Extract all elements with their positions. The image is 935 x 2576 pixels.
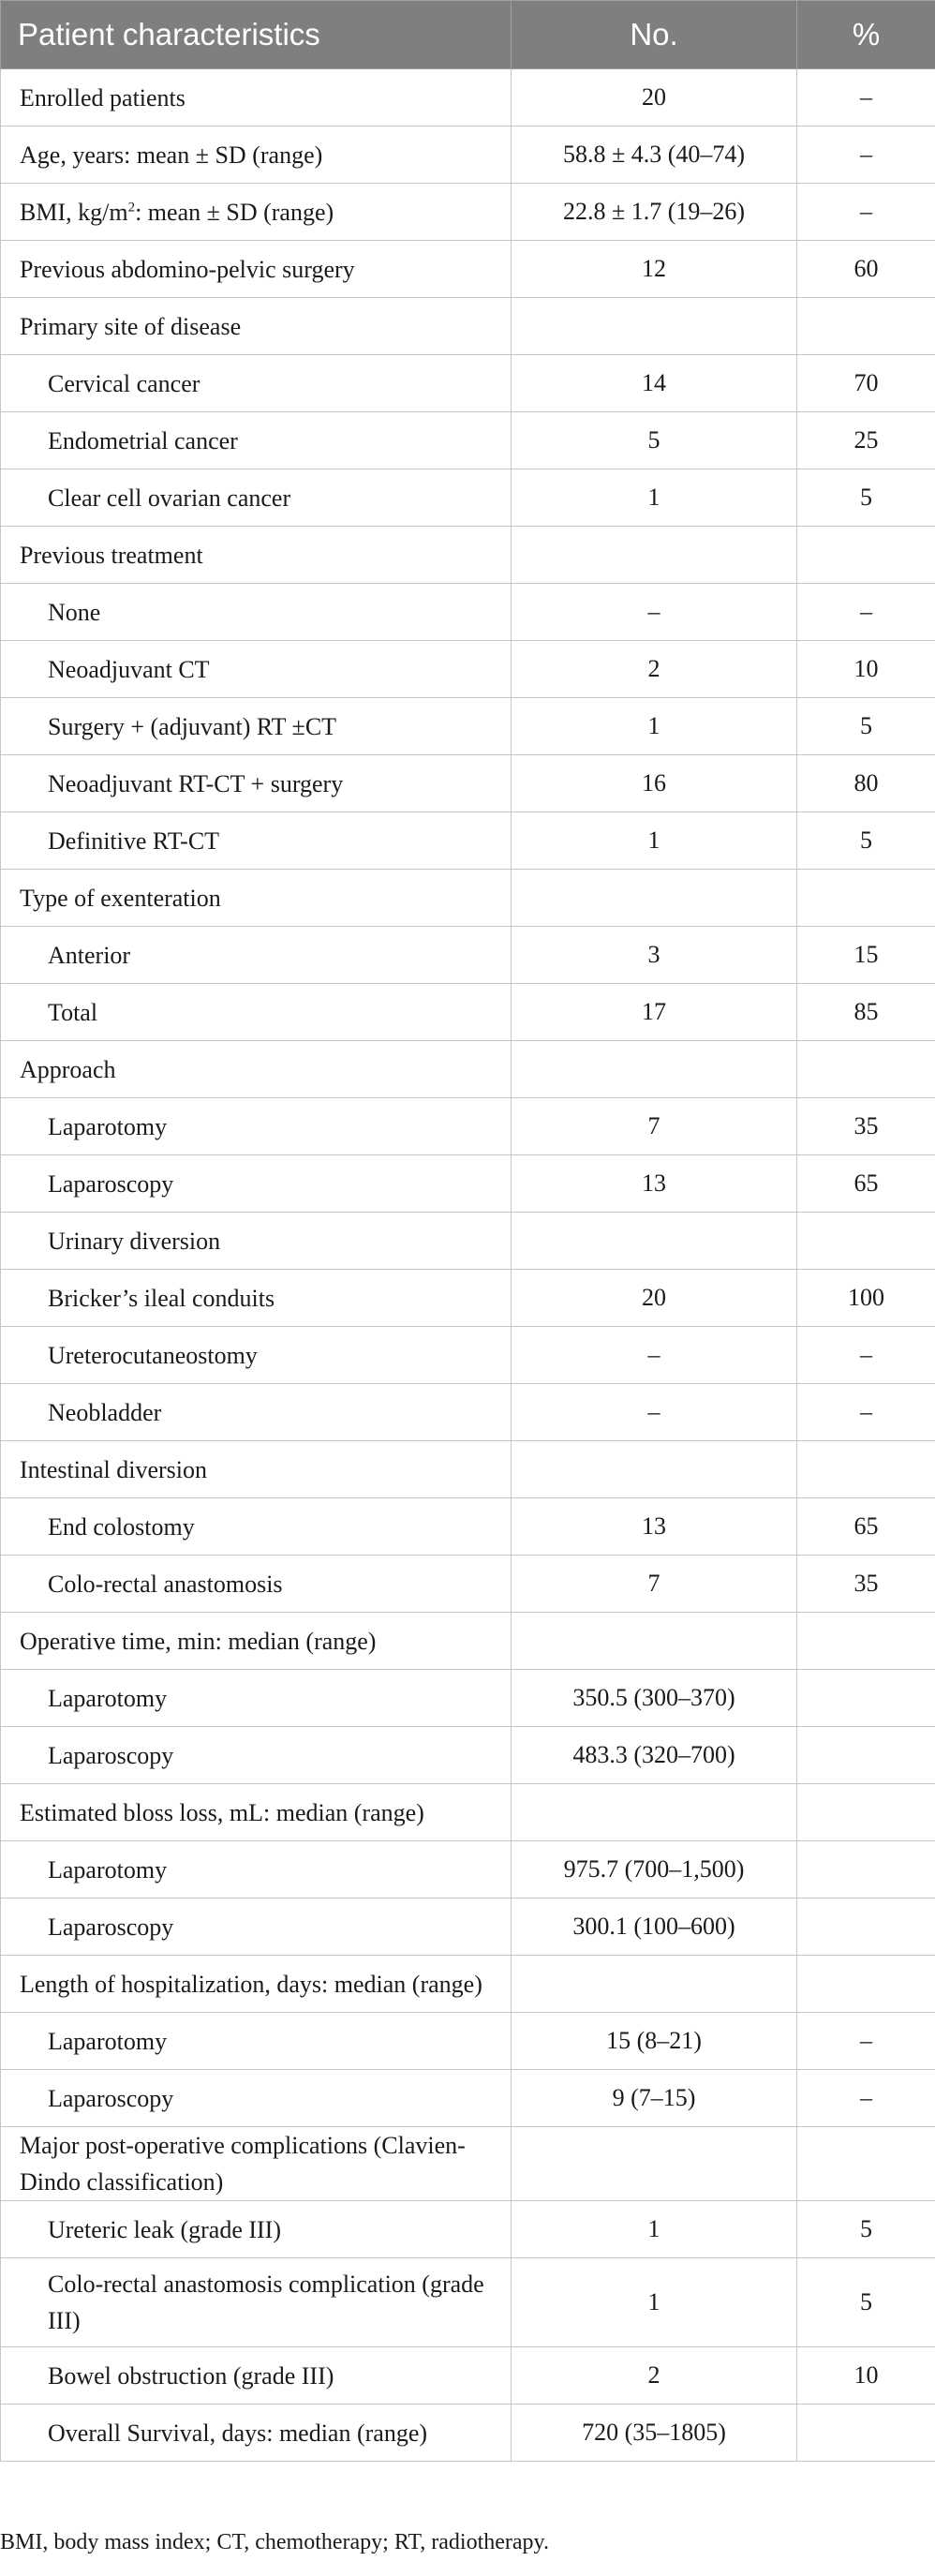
row-number: 1 bbox=[512, 2258, 797, 2347]
table-row bbox=[1, 1727, 935, 1784]
row-number: 13 bbox=[512, 1155, 797, 1213]
row-percent: 10 bbox=[797, 641, 935, 698]
row-number: 13 bbox=[512, 1498, 797, 1556]
row-number: 975.7 (700–1,500) bbox=[512, 1841, 797, 1898]
row-number bbox=[512, 1041, 797, 1098]
table-row bbox=[1, 1327, 935, 1384]
row-label: Length of hospitalization, days: median (range) bbox=[1, 1956, 512, 2013]
table-row bbox=[1, 412, 935, 469]
row-percent bbox=[797, 1670, 935, 1727]
row-percent: 5 bbox=[797, 469, 935, 527]
row-percent: – bbox=[797, 1327, 935, 1384]
row-number: – bbox=[512, 1384, 797, 1441]
table-row bbox=[1, 1270, 935, 1327]
row-label: Overall Survival, days: median (range) bbox=[1, 2405, 512, 2462]
table-row bbox=[1, 2258, 935, 2347]
row-label: Total bbox=[1, 984, 512, 1041]
row-number: 16 bbox=[512, 755, 797, 812]
row-number bbox=[512, 298, 797, 355]
row-label: Primary site of disease bbox=[1, 298, 512, 355]
row-percent bbox=[797, 2405, 935, 2462]
row-number: – bbox=[512, 1327, 797, 1384]
row-percent: 25 bbox=[797, 412, 935, 469]
row-label: Bowel obstruction (grade III) bbox=[1, 2347, 512, 2405]
row-number: 12 bbox=[512, 241, 797, 298]
table-row bbox=[1, 2347, 935, 2405]
table-row bbox=[1, 184, 935, 241]
table-row bbox=[1, 69, 935, 127]
row-number: 2 bbox=[512, 641, 797, 698]
row-label: Urinary diversion bbox=[1, 1213, 512, 1270]
table-body bbox=[1, 69, 935, 2462]
row-percent: 15 bbox=[797, 927, 935, 984]
row-label: Previous treatment bbox=[1, 527, 512, 584]
row-label: Neobladder bbox=[1, 1384, 512, 1441]
row-percent: 65 bbox=[797, 1498, 935, 1556]
row-number bbox=[512, 870, 797, 927]
table-row bbox=[1, 755, 935, 812]
row-number: 22.8 ± 1.7 (19–26) bbox=[512, 184, 797, 241]
table-row bbox=[1, 1384, 935, 1441]
row-percent: – bbox=[797, 2070, 935, 2127]
row-number: 58.8 ± 4.3 (40–74) bbox=[512, 127, 797, 184]
row-label: Bricker’s ileal conduits bbox=[1, 1270, 512, 1327]
table-row bbox=[1, 1613, 935, 1670]
row-percent bbox=[797, 1441, 935, 1498]
table-row bbox=[1, 698, 935, 755]
table-row bbox=[1, 1784, 935, 1841]
table-row bbox=[1, 127, 935, 184]
row-label: Major post-operative complications (Clavien-Dindo classification) bbox=[1, 2127, 512, 2201]
row-label: Ureteric leak (grade III) bbox=[1, 2201, 512, 2258]
row-number: 9 (7–15) bbox=[512, 2070, 797, 2127]
row-percent: 5 bbox=[797, 2201, 935, 2258]
row-label: Laparoscopy bbox=[1, 2070, 512, 2127]
row-percent bbox=[797, 1956, 935, 2013]
table-row bbox=[1, 1098, 935, 1155]
table-row bbox=[1, 1441, 935, 1498]
row-percent: 60 bbox=[797, 241, 935, 298]
row-label: Laparotomy bbox=[1, 1841, 512, 1898]
table-row bbox=[1, 927, 935, 984]
row-label: Type of exenteration bbox=[1, 870, 512, 927]
table-row bbox=[1, 1841, 935, 1898]
row-percent: – bbox=[797, 2013, 935, 2070]
row-label: BMI, $kg/m^2$: mean ± SD (range) bbox=[1, 184, 512, 241]
row-percent: 5 bbox=[797, 812, 935, 870]
row-label: Colo-rectal anastomosis complication (grade III) bbox=[1, 2258, 512, 2347]
row-number: 7 bbox=[512, 1556, 797, 1613]
row-number: 2 bbox=[512, 2347, 797, 2405]
row-label: Laparoscopy bbox=[1, 1727, 512, 1784]
row-number: 483.3 (320–700) bbox=[512, 1727, 797, 1784]
row-number: 1 bbox=[512, 2201, 797, 2258]
row-number bbox=[512, 1213, 797, 1270]
row-percent bbox=[797, 1041, 935, 1098]
row-label: Approach bbox=[1, 1041, 512, 1098]
table-row bbox=[1, 1956, 935, 2013]
row-label: Clear cell ovarian cancer bbox=[1, 469, 512, 527]
row-label: Previous abdomino-pelvic surgery bbox=[1, 241, 512, 298]
row-number: 5 bbox=[512, 412, 797, 469]
row-number: 1 bbox=[512, 698, 797, 755]
row-percent: – bbox=[797, 584, 935, 641]
table-row bbox=[1, 2013, 935, 2070]
row-percent bbox=[797, 1213, 935, 1270]
table-row bbox=[1, 355, 935, 412]
row-percent bbox=[797, 1841, 935, 1898]
row-number bbox=[512, 1956, 797, 2013]
row-number: 20 bbox=[512, 1270, 797, 1327]
row-label: Intestinal diversion bbox=[1, 1441, 512, 1498]
row-label: None bbox=[1, 584, 512, 641]
row-label: Colo-rectal anastomosis bbox=[1, 1556, 512, 1613]
row-percent bbox=[797, 2127, 935, 2201]
row-percent: 65 bbox=[797, 1155, 935, 1213]
row-number: 3 bbox=[512, 927, 797, 984]
row-number: 1 bbox=[512, 469, 797, 527]
table-row bbox=[1, 241, 935, 298]
row-label: Cervical cancer bbox=[1, 355, 512, 412]
row-number bbox=[512, 527, 797, 584]
table-row bbox=[1, 2201, 935, 2258]
table-row bbox=[1, 1213, 935, 1270]
table-row bbox=[1, 1556, 935, 1613]
row-label: Laparoscopy bbox=[1, 1898, 512, 1956]
row-label: Laparoscopy bbox=[1, 1155, 512, 1213]
row-number: 20 bbox=[512, 69, 797, 127]
row-label: End colostomy bbox=[1, 1498, 512, 1556]
row-percent bbox=[797, 1784, 935, 1841]
row-label: Estimated bloss loss, mL: median (range) bbox=[1, 1784, 512, 1841]
row-label: Laparotomy bbox=[1, 1670, 512, 1727]
row-number: – bbox=[512, 584, 797, 641]
row-label: Age, years: mean ± SD (range) bbox=[1, 127, 512, 184]
row-percent: 5 bbox=[797, 698, 935, 755]
row-percent bbox=[797, 1613, 935, 1670]
table-row bbox=[1, 1670, 935, 1727]
table-row bbox=[1, 870, 935, 927]
row-label: Laparotomy bbox=[1, 1098, 512, 1155]
row-percent: 10 bbox=[797, 2347, 935, 2405]
table-row bbox=[1, 1498, 935, 1556]
row-number: 300.1 (100–600) bbox=[512, 1898, 797, 1956]
table-row bbox=[1, 469, 935, 527]
table-header-row bbox=[1, 1, 935, 69]
row-number: 15 (8–21) bbox=[512, 2013, 797, 2070]
table-row bbox=[1, 984, 935, 1041]
header-characteristics: Patient characteristics bbox=[1, 1, 512, 69]
row-percent bbox=[797, 298, 935, 355]
row-percent: 70 bbox=[797, 355, 935, 412]
table-row bbox=[1, 584, 935, 641]
row-percent: 35 bbox=[797, 1556, 935, 1613]
row-label: Endometrial cancer bbox=[1, 412, 512, 469]
row-percent: 100 bbox=[797, 1270, 935, 1327]
row-number bbox=[512, 1441, 797, 1498]
row-number bbox=[512, 2127, 797, 2201]
row-percent bbox=[797, 1898, 935, 1956]
row-label: Neoadjuvant RT-CT + surgery bbox=[1, 755, 512, 812]
table-row bbox=[1, 2405, 935, 2462]
row-percent: 85 bbox=[797, 984, 935, 1041]
table-footnote: BMI, body mass index; CT, chemotherapy; RT, radiotherapy. bbox=[0, 2530, 549, 2554]
row-label: Anterior bbox=[1, 927, 512, 984]
row-number: 1 bbox=[512, 812, 797, 870]
row-number: 350.5 (300–370) bbox=[512, 1670, 797, 1727]
row-percent: – bbox=[797, 1384, 935, 1441]
row-label: Enrolled patients bbox=[1, 69, 512, 127]
row-percent: 35 bbox=[797, 1098, 935, 1155]
row-percent bbox=[797, 1727, 935, 1784]
row-number: 17 bbox=[512, 984, 797, 1041]
header-percent: % bbox=[797, 1, 935, 69]
row-percent bbox=[797, 870, 935, 927]
table-row bbox=[1, 2070, 935, 2127]
table-row bbox=[1, 1041, 935, 1098]
row-percent: – bbox=[797, 184, 935, 241]
row-percent: – bbox=[797, 69, 935, 127]
table-row bbox=[1, 298, 935, 355]
table-row bbox=[1, 2127, 935, 2201]
table-row bbox=[1, 812, 935, 870]
row-number: 720 (35–1805) bbox=[512, 2405, 797, 2462]
row-label: Definitive RT-CT bbox=[1, 812, 512, 870]
row-percent: 80 bbox=[797, 755, 935, 812]
row-label: Operative time, min: median (range) bbox=[1, 1613, 512, 1670]
row-label: Surgery + (adjuvant) RT ±CT bbox=[1, 698, 512, 755]
table-row bbox=[1, 1898, 935, 1956]
row-number: 14 bbox=[512, 355, 797, 412]
row-label: Ureterocutaneostomy bbox=[1, 1327, 512, 1384]
row-number bbox=[512, 1613, 797, 1670]
row-percent bbox=[797, 527, 935, 584]
row-label: Laparotomy bbox=[1, 2013, 512, 2070]
row-label: Neoadjuvant CT bbox=[1, 641, 512, 698]
row-percent: – bbox=[797, 127, 935, 184]
header-number: No. bbox=[512, 1, 797, 69]
row-number: 7 bbox=[512, 1098, 797, 1155]
row-percent: 5 bbox=[797, 2258, 935, 2347]
table-row bbox=[1, 1155, 935, 1213]
row-number bbox=[512, 1784, 797, 1841]
table-row bbox=[1, 641, 935, 698]
table-row bbox=[1, 527, 935, 584]
